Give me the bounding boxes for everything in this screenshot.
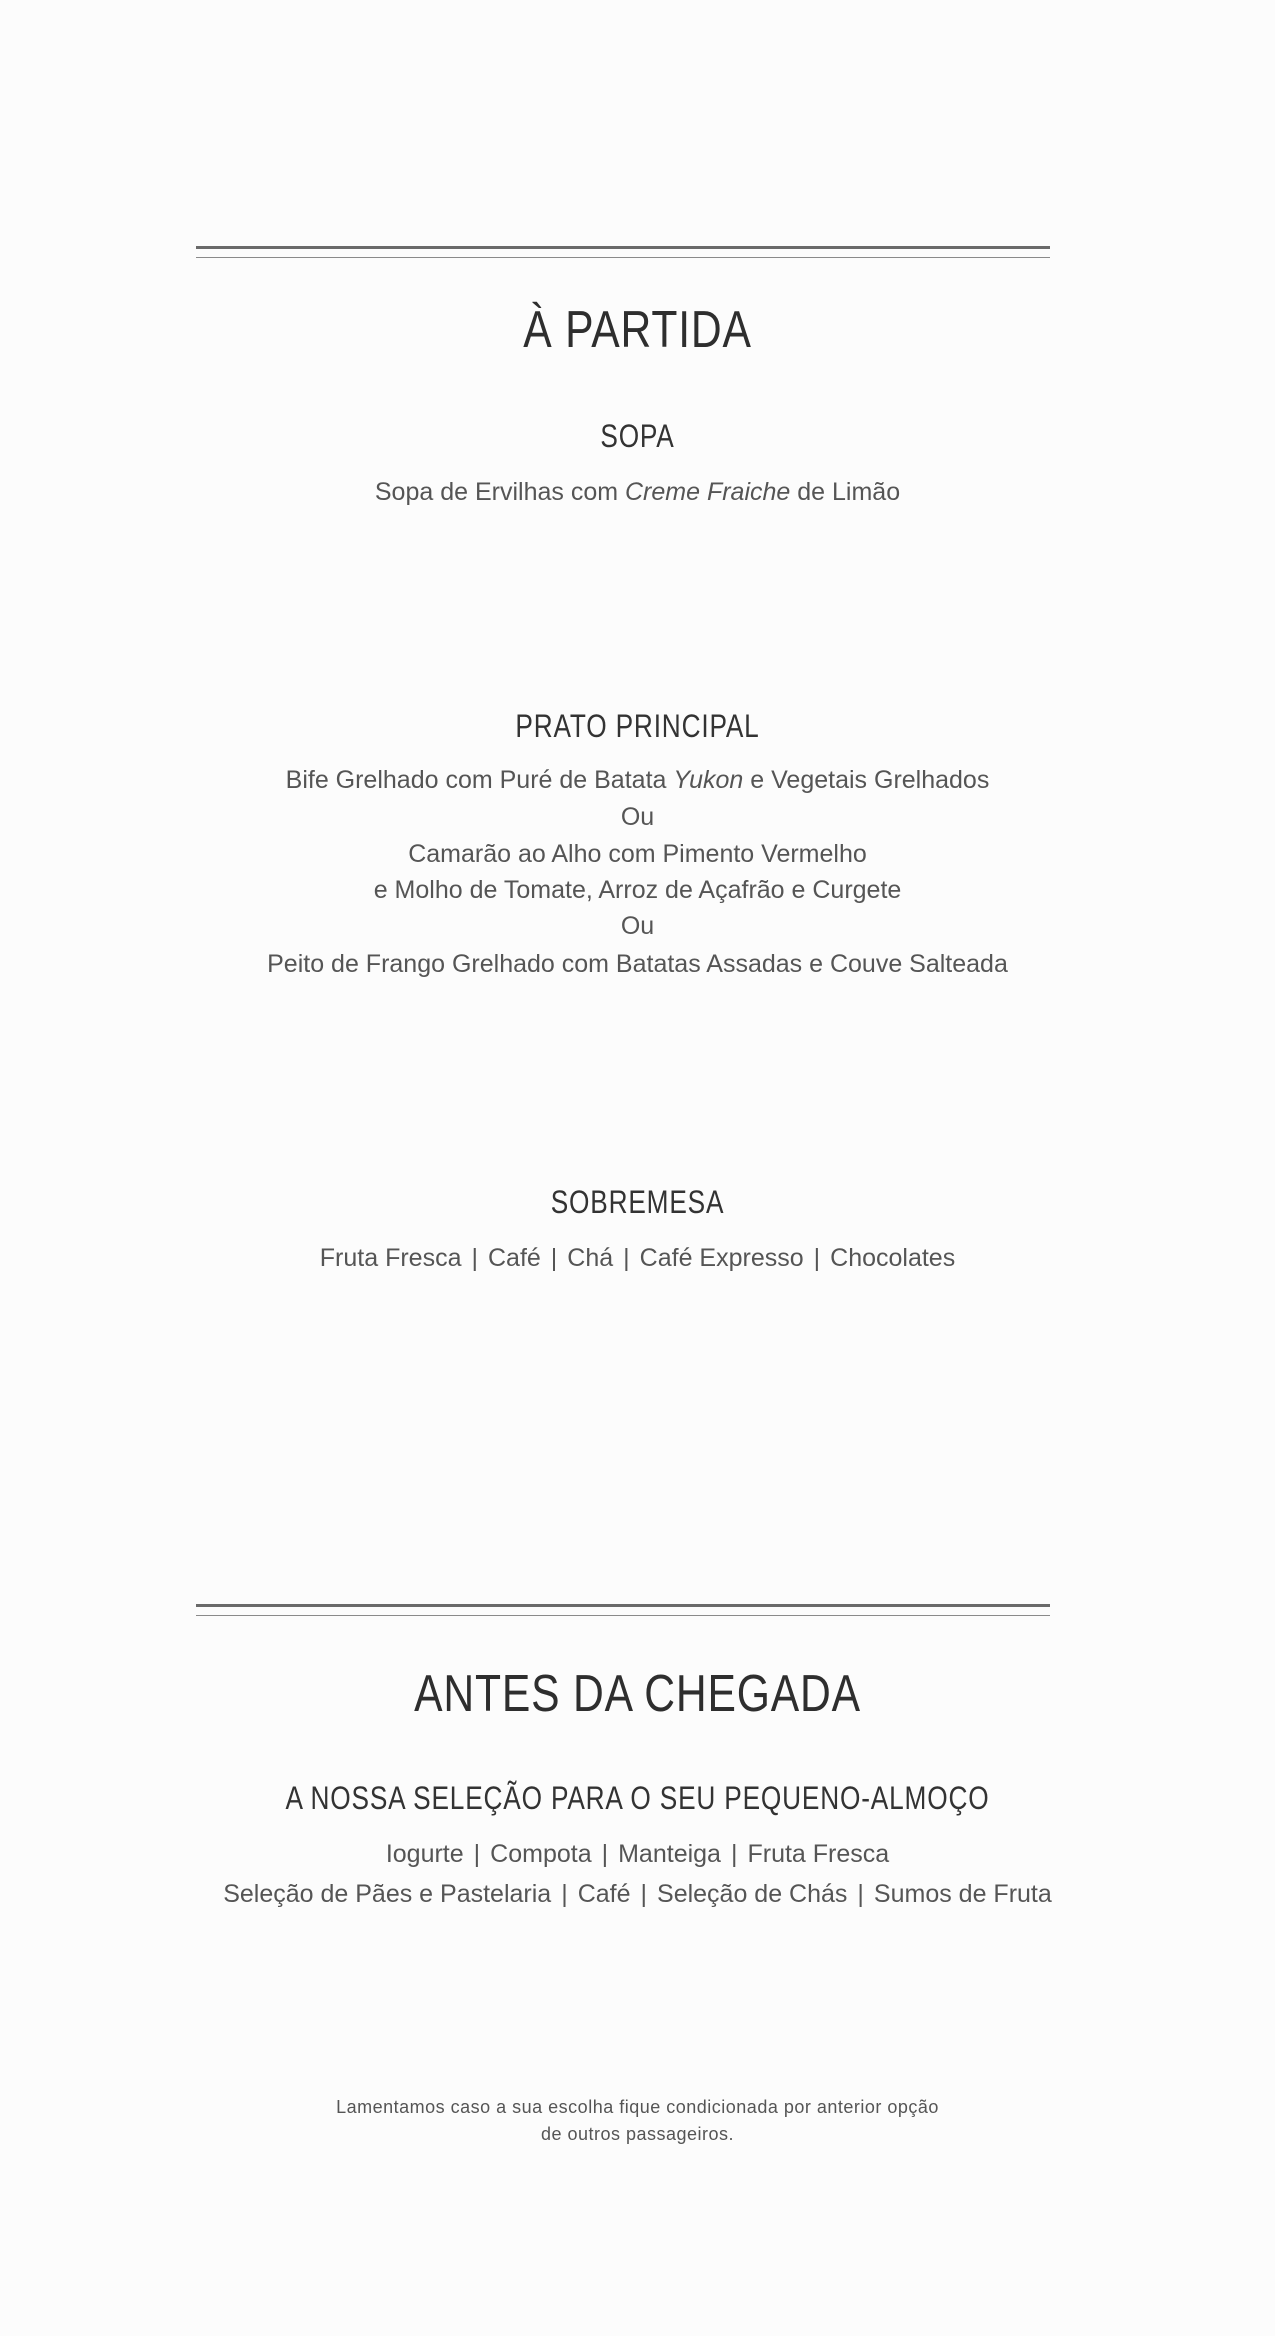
soup-item-italic: Creme Fraiche <box>625 478 791 506</box>
footnote-line-1: Lamentamos caso a sua escolha fique condicionada por anterior opção <box>336 2097 939 2117</box>
breakfast-item: Manteiga <box>618 1840 721 1868</box>
dessert-item: Café Expresso <box>639 1244 804 1272</box>
breakfast-item: Fruta Fresca <box>747 1840 890 1868</box>
main-option-1-text: Bife Grelhado com Puré de Batata <box>285 766 674 794</box>
dessert-item: Chá <box>567 1244 614 1272</box>
dessert-item: Chocolates <box>830 1244 956 1272</box>
breakfast-item: Seleção de Pães e Pastelaria <box>223 1880 552 1908</box>
footnote-line-2: de outros passageiros. <box>540 2124 735 2144</box>
breakfast-item: Seleção de Chás <box>657 1880 848 1908</box>
departure-title: À PARTIDA <box>523 301 752 359</box>
or-separator-2: Ou <box>620 912 655 940</box>
breakfast-item: Sumos de Fruta <box>873 1880 1052 1908</box>
soup-item-text: Sopa de Ervilhas com <box>374 478 625 506</box>
arrival-title: ANTES DA CHEGADA <box>414 1665 861 1723</box>
main-option-3: Peito de Frango Grelhado com Batatas Assadas e Couve Salteada <box>267 950 1008 978</box>
breakfast-item: Café <box>577 1880 631 1908</box>
dessert-heading: SOBREMESA <box>550 1184 725 1220</box>
main-course-heading: PRATO PRINCIPAL <box>515 708 760 744</box>
footnote <box>0 2094 1275 2148</box>
dessert-item: Fruta Fresca <box>319 1244 462 1272</box>
breakfast-row-2: Seleção de Pães e Pastelaria | Café | Seleção de Chás | Sumos de Fruta <box>223 1880 1052 1908</box>
middle-divider <box>196 1604 1050 1616</box>
or-separator-1: Ou <box>620 803 655 831</box>
soup-item-text-end: de Limão <box>790 478 901 506</box>
main-option-1-text-end: e Vegetais Grelhados <box>743 766 990 794</box>
breakfast-row-1: Iogurte | Compota | Manteiga | Fruta Fresca <box>385 1840 890 1868</box>
breakfast-heading: A NOSSA SELEÇÃO PARA O SEU PEQUENO-ALMOÇO <box>285 1780 990 1816</box>
breakfast-item: Compota <box>490 1840 592 1868</box>
main-option-2-line-1: Camarão ao Alho com Pimento Vermelho <box>408 840 867 868</box>
soup-item <box>0 478 1275 507</box>
top-divider <box>196 246 1050 258</box>
breakfast-item: Iogurte <box>385 1840 464 1868</box>
dessert-items: Fruta Fresca | Café | Chá | Café Expresso | Chocolates <box>319 1244 956 1272</box>
dessert-item: Café <box>487 1244 541 1272</box>
main-option-1-italic: Yukon <box>673 766 744 794</box>
main-option-2-line-2: e Molho de Tomate, Arroz de Açafrão e Curgete <box>373 876 902 904</box>
soup-heading: SOPA <box>600 418 675 454</box>
main-option-1 <box>0 766 1275 795</box>
